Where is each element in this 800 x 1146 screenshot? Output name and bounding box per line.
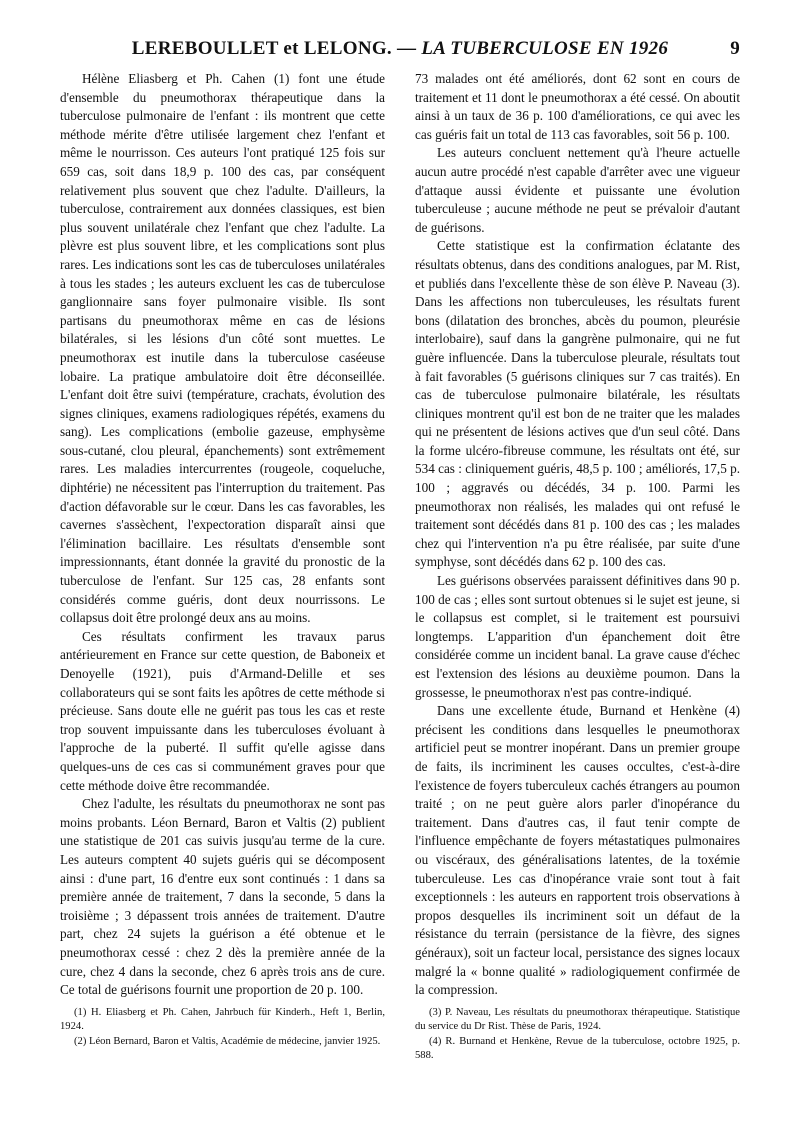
paragraph: 73 malades ont été améliorés, dont 62 sont en cours de traitement et 11 dont le pneumothorax a été cessé. On aboutit ainsi à un taux de 36 p. 100 d'améliorations, ce qui avec les cas guéris fait un total de 113 cas favorables, soit 56 p. 100. <box>415 71 740 142</box>
paragraph: Hélène Eliasberg et Ph. Cahen (1) font une étude d'ensemble du pneumothorax thérapeutique dans la tuberculose pulmonaire de l'enfant : ils montrent que cette méthode mérite d'être utilisée largement chez l'enfant et même le nourrisson. Ces auteurs l'ont pratiqué 125 fois sur 659 cas, soit dans 18,9 p. 100 des cas, par conséquent relativement plus souvent que chez l'adulte. D'ailleurs, la tuberculose, contrairement aux données classiques, est bien plus souvent unilatérale chez l'enfant que chez l'adulte. La plèvre est plus souvent libre, et les complications sont plus rares. Les indications sont les cas de tuberculoses unilatérales à tous les stades ; les auteurs excluent les cas de tuberculose ganglionnaire sans foyer pulmonaire visible. Ils sont partisans du pneumothorax même en cas de lésions bilatérales, si les lésions d'un côté sont muettes. Le pneumothorax est inutile dans la tuberculose caséeuse lobaire. La pratique ambulatoire doit être déconseillée. L'enfant doit être suivi (température, crachats, évolution des signes cliniques, examens radiologiques répétés, examens du sang). Les complications (embolie gazeuse, emphysème sous-cutané, clou pleural, épanchements) sont extrêmement rares. Les maladies intercurrentes (rougeole, coqueluche, diphtérie) ne nécessitent pas l'interruption du traitement. Pas d'action défavorable sur le cœur. Dans les cas favorables, les cavernes s'assèchent, l'expectoration disparaît ainsi que l'élimination bacillaire. Les résultats d'ensemble sont impressionnants, étant donnée la gravité du pronostic de la tuberculose de l'enfant. Sur 125 cas, 28 enfants sont considérés comme guéris, dont deux nourrissons. Le collapsus doit être prolongé deux ans au moins. <box>60 71 385 626</box>
paragraph: Les guérisons observées paraissent définitives dans 90 p. 100 de cas ; elles sont surtout obtenues si le sujet est jeune, si le collapsus est complet, si le traitement est poursuivi longtemps. L'apparition d'un épanchement doit être considérée comme un incident banal. La grave cause d'échec est l'extension des lésions au deuxième poumon. Dans la grossesse, le pneumothorax n'est pas contre-indiqué. <box>415 573 740 700</box>
footnotes <box>415 1006 740 1064</box>
footnote: (1) H. Eliasberg et Ph. Cahen, Jahrbuch für Kinderh., Heft 1, Berlin, 1924. <box>60 1006 385 1033</box>
footnotes <box>60 1006 385 1050</box>
paragraph: Dans une excellente étude, Burnand et Henkène (4) précisent les conditions dans lesquelles le pneumothorax artificiel peut se montrer inopérant. Dans un premier groupe de faits, ils incriminent les causes occultes, c'est-à-dire l'existence de foyers tuberculeux cachés étrangers au poumon traité ; on ne peut guère alors parler d'inopérance du traitement. Dans d'autres cas, il faut tenir compte de l'influence empêchante de foyers métastatiques pulmonaires ou viscéraux, des généralisations latentes, de la toxémie tuberculeuse. Les cas d'inopérance vraie sont tout à fait exceptionnels : les auteurs en rapportent trois observations à propos desquelles ils incriminent soit un défaut de la résistance du terrain (persistance de la fièvre, des signes généraux), soit un facteur local, persistance des signes locaux malgré la « bonne qualité » radiologiquement confirmée de la compression. <box>415 703 740 998</box>
header-dash: — <box>397 38 417 59</box>
footnote: (2) Léon Bernard, Baron et Valtis, Académie de médecine, janvier 1925. <box>74 1035 381 1047</box>
header-title: LA TUBERCULOSE EN 1926 <box>421 38 669 59</box>
page-number: 9 <box>730 38 740 59</box>
running-header <box>60 38 740 68</box>
footnote: (4) R. Burnand et Henkène, Revue de la tuberculose, octobre 1925, p. 588. <box>415 1035 740 1062</box>
paragraph: Les auteurs concluent nettement qu'à l'heure actuelle aucun autre procédé n'est capable d'arrêter avec une vigueur d'attaque aussi évidente et puissante une évolution tuberculeuse ; aucune méthode ne peut se prévaloir d'autant de guérisons. <box>415 145 740 235</box>
right-column <box>415 70 740 1064</box>
paragraph: Chez l'adulte, les résultats du pneumothorax ne sont pas moins probants. Léon Bernard, Baron et Valtis (2) publient une statistique de 201 cas suivis jusqu'au terme de la cure. Les auteurs comptent 40 sujets guéris qui se décomposent ainsi : d'une part, 16 d'entre eux sont continués : 1 dans sa première année de traitement, 7 dans la seconde, 5 dans la troisième ; 3 dépassent trois années de traitement. D'autre part, chez 24 sujets la guérison a été obtenue et le pneumothorax cessé : chez 2 dès la première année de la cure, chez 4 dans la seconde, chez 6 après trois ans de cure. Ce total de guérisons fournit une proportion de 20 p. 100. <box>60 796 385 998</box>
paragraph: Ces résultats confirment les travaux parus antérieurement en France sur cette question, de Baboneix et Denoyelle (1921), puis d'Armand-Delille et ses collaborateurs qui se sont faits les apôtres de cette méthode si précieuse. Sans doute elle ne guérit pas tous les cas et reste trop souvent impuissante dans les tuberculoses évoluant à l'approche de la puberté. Il suffit qu'elle agisse dans quelques-uns de ces cas si communément graves pour que cette méthode doive être recommandée. <box>60 628 385 793</box>
left-column <box>60 70 385 1049</box>
footnote: (3) P. Naveau, Les résultats du pneumothorax thérapeutique. Statistique du service du Dr Rist. Thèse de Paris, 1924. <box>415 1006 740 1033</box>
paragraph: Cette statistique est la confirmation éclatante des résultats obtenus, dans des conditions analogues, par M. Rist, et publiés dans l'excellente thèse de son élève P. Naveau (3). Dans les affections non tuberculeuses, les résultats furent bons (dilatation des bronches, abcès du poumon, pleurésie interlobaire), sauf dans la gangrène pulmonaire, qui ne fut guère influencée. Dans la tuberculose pleurale, résultats tout à fait favorables (5 guérisons cliniques sur 7 cas traités). En cas de tuberculose pulmonaire bilatérale, les résultats cliniques montrent qu'il est bon de ne traiter que les malades qui ne présentent de lésions actives que d'un seul côté. Dans la forme ulcéro-fibreuse commune, les résultats ont été, sur 534 cas : cliniquement guéris, 48,5 p. 100 ; améliorés, 17,5 p. 100 ; aggravés ou décédés, 34 p. 100. Parmi les pneumothorax non réalisés, les malades qui ont refusé le traitement sont décédés dans 81 p. 100 des cas ; les malades chez qui l'intervention n'a pu être réalisée, par suite d'une symphyse, sont décédés dans 62 p. 100 des cas. <box>415 238 740 570</box>
header-authors: LEREBOULLET et LELONG. <box>131 38 392 59</box>
